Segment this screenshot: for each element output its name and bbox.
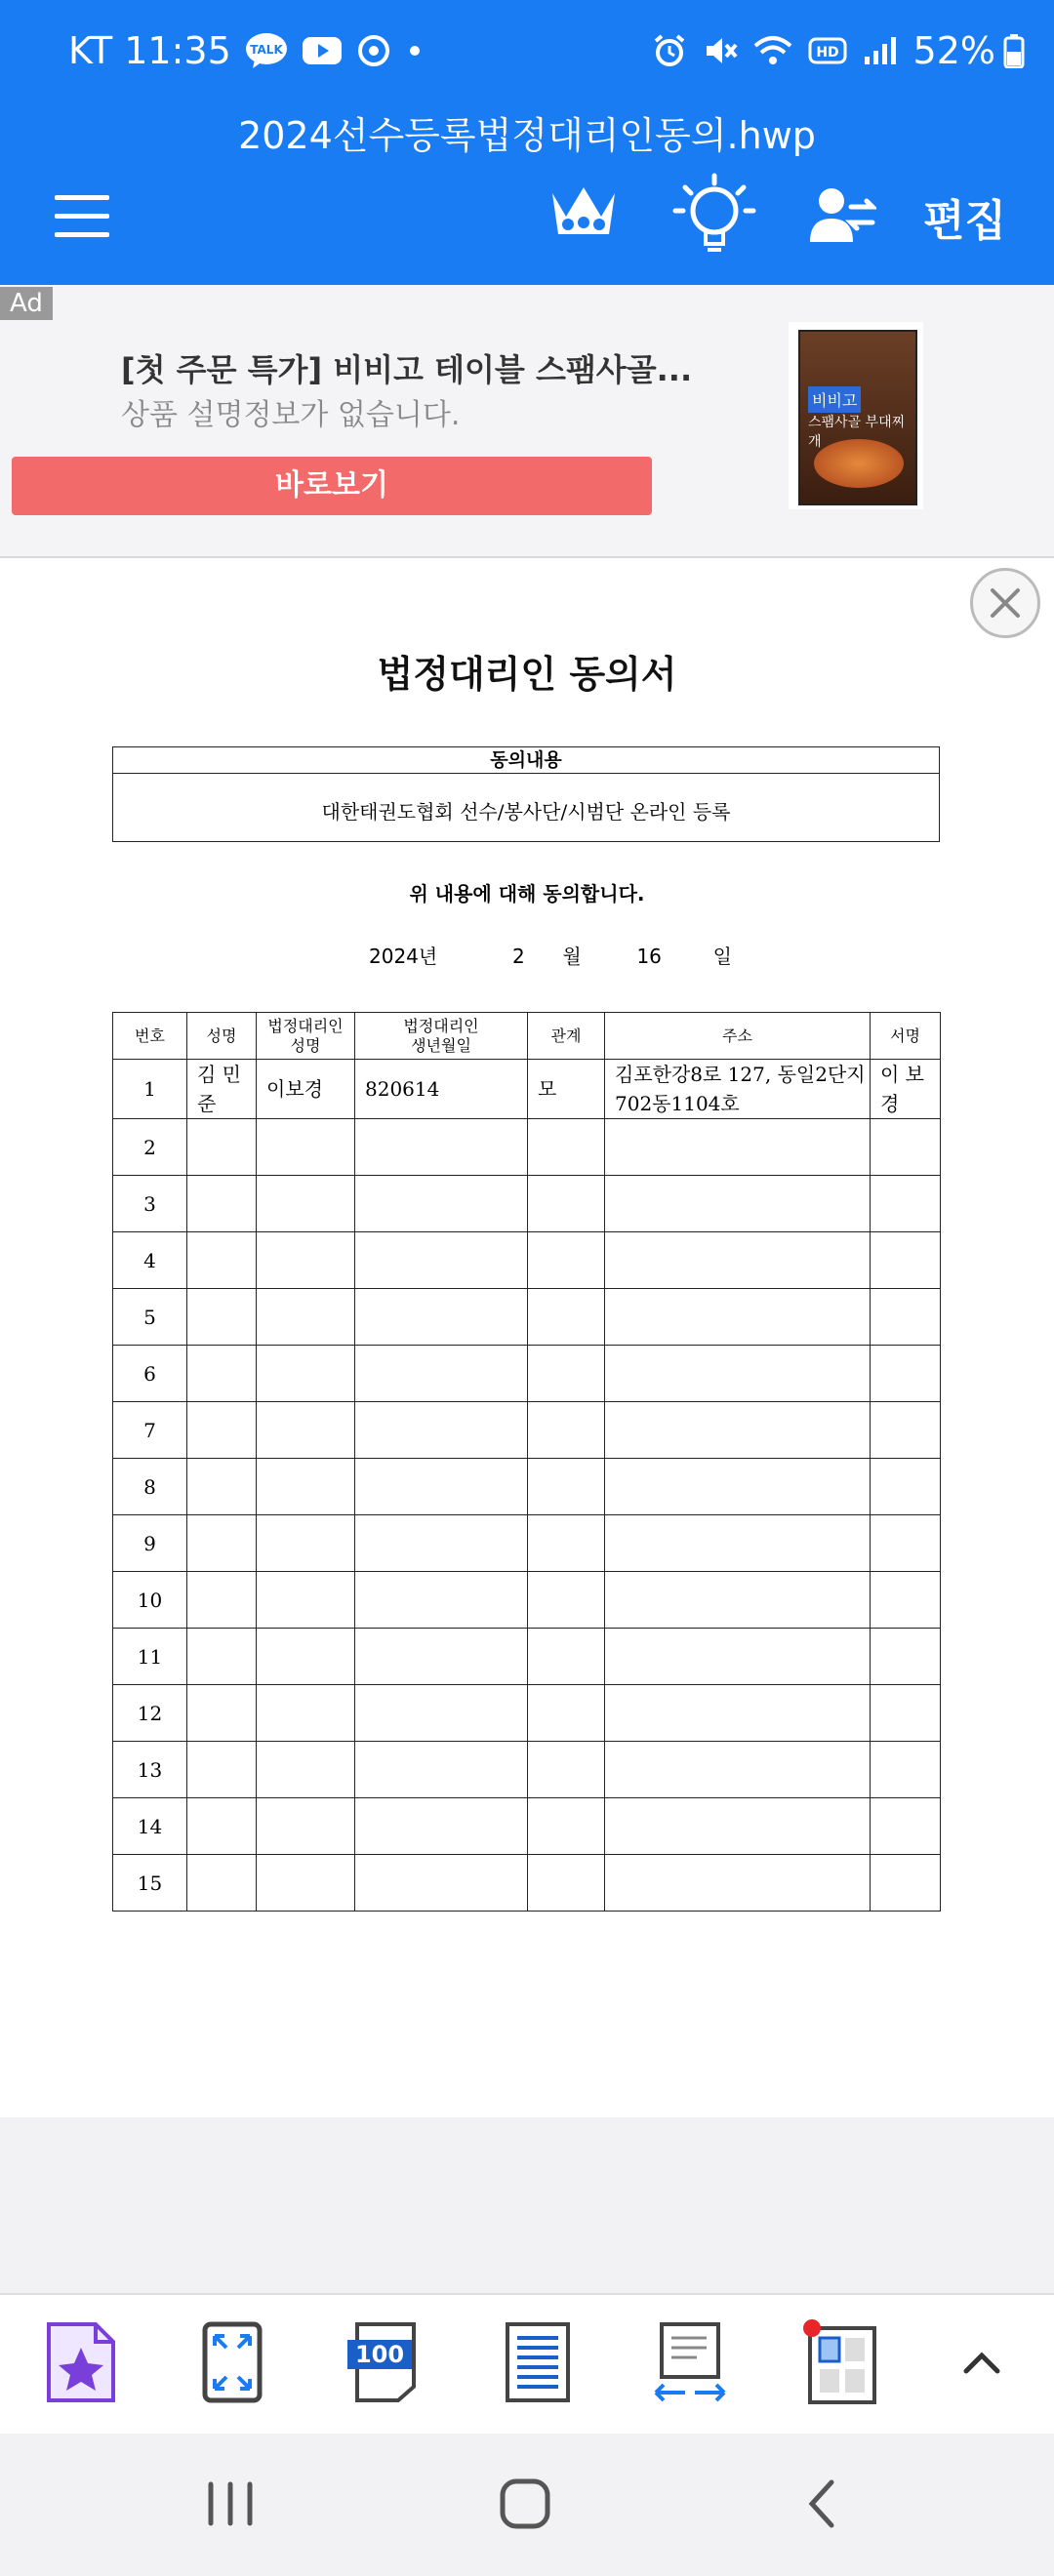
cell-address <box>605 1629 871 1685</box>
table-row <box>113 1798 941 1855</box>
navigation-bar <box>0 2434 1054 2576</box>
cell-signature <box>871 1515 941 1572</box>
cell-guardian-name <box>257 1572 355 1629</box>
cell-address <box>605 1685 871 1742</box>
menu-button[interactable] <box>55 195 109 240</box>
header-guardian-name: 법정대리인 성명 <box>257 1013 355 1060</box>
cell-name <box>187 1685 257 1742</box>
table-row <box>113 1515 941 1572</box>
layout-grid-button[interactable] <box>800 2318 884 2406</box>
cell-relation <box>528 1232 605 1289</box>
youtube-icon <box>302 35 343 66</box>
cell-guardian-name <box>257 1685 355 1742</box>
home-icon <box>496 2476 554 2531</box>
page-navigate-button[interactable] <box>648 2318 732 2406</box>
table-row <box>113 1629 941 1685</box>
battery-percent: 52% <box>912 29 995 72</box>
cell-signature <box>871 1119 941 1176</box>
page-view-button[interactable] <box>496 2318 580 2406</box>
cell-name <box>187 1346 257 1402</box>
date-month-unit: 월 <box>562 945 582 968</box>
fit-screen-icon <box>191 2318 275 2406</box>
table-row <box>113 1685 941 1742</box>
talk-icon <box>245 32 288 69</box>
tips-button[interactable] <box>668 172 761 258</box>
close-ad-button[interactable] <box>970 568 1040 638</box>
cell-guardian-name <box>257 1798 355 1855</box>
cell-number: 2 <box>113 1119 187 1176</box>
cell-name <box>187 1459 257 1515</box>
cell-relation <box>528 1515 605 1572</box>
cell-signature <box>871 1346 941 1402</box>
document-heading: 법정대리인 동의서 <box>377 652 677 696</box>
table-row <box>113 1855 941 1912</box>
cell-guardian-birthdate: 820614 <box>355 1060 528 1119</box>
cell-address: 김포한강8로 127, 동일2단지 702동1104호 <box>605 1060 871 1119</box>
cell-address <box>605 1742 871 1798</box>
battery-icon <box>1003 33 1025 68</box>
status-right <box>652 29 1025 72</box>
cell-name <box>187 1515 257 1572</box>
back-button[interactable] <box>798 2476 847 2535</box>
product-name: 스팸사골 부대찌개 <box>808 415 906 450</box>
cell-guardian-birthdate <box>355 1346 528 1402</box>
cell-name <box>187 1402 257 1459</box>
date-day-unit: 일 <box>712 945 732 968</box>
header-name: 성명 <box>187 1013 257 1060</box>
lightbulb-icon <box>668 172 761 258</box>
cell-relation <box>528 1119 605 1176</box>
cell-guardian-birthdate <box>355 1742 528 1798</box>
page-view-icon <box>496 2318 580 2406</box>
menu-icon-line <box>55 232 109 237</box>
consent-table <box>112 1012 941 1912</box>
cell-number: 12 <box>113 1685 187 1742</box>
ad-subtitle: 상품 설명정보가 없습니다. <box>121 398 461 432</box>
cell-guardian-name <box>257 1515 355 1572</box>
cell-relation <box>528 1855 605 1912</box>
table-row <box>113 1459 941 1515</box>
cell-relation <box>528 1685 605 1742</box>
cell-name <box>187 1798 257 1855</box>
cell-signature <box>871 1289 941 1346</box>
date-day: 16 <box>636 945 662 968</box>
cell-guardian-name <box>257 1629 355 1685</box>
cell-signature <box>871 1629 941 1685</box>
cell-signature <box>871 1176 941 1232</box>
cell-number: 8 <box>113 1459 187 1515</box>
cell-relation <box>528 1572 605 1629</box>
wifi-icon <box>753 34 792 67</box>
cell-relation <box>528 1289 605 1346</box>
consent-header: 동의내용 <box>113 747 939 774</box>
header-address: 주소 <box>605 1013 871 1060</box>
cell-address <box>605 1346 871 1402</box>
table-row <box>113 1119 941 1176</box>
cell-address <box>605 1459 871 1515</box>
table-row <box>113 1742 941 1798</box>
cell-address <box>605 1232 871 1289</box>
stew-image <box>814 439 904 488</box>
mute-icon <box>703 33 738 68</box>
app-bar <box>0 92 1054 285</box>
header-relation: 관계 <box>528 1013 605 1060</box>
cell-address <box>605 1402 871 1459</box>
cell-guardian-name <box>257 1119 355 1176</box>
cell-signature <box>871 1572 941 1629</box>
cell-address <box>605 1515 871 1572</box>
user-share-icon <box>808 181 876 250</box>
cell-signature: 이 보 경 <box>871 1060 941 1119</box>
close-icon <box>973 571 1037 635</box>
cell-signature <box>871 1742 941 1798</box>
cell-relation <box>528 1798 605 1855</box>
date-line <box>369 941 732 969</box>
cell-number: 1 <box>113 1060 187 1119</box>
table-row <box>113 1176 941 1232</box>
cell-guardian-name <box>257 1289 355 1346</box>
cell-address <box>605 1289 871 1346</box>
cell-number: 10 <box>113 1572 187 1629</box>
cell-signature <box>871 1685 941 1742</box>
cell-name <box>187 1572 257 1629</box>
zoom-100-button[interactable] <box>344 2318 427 2406</box>
agreement-statement: 위 내용에 대해 동의합니다. <box>409 882 645 906</box>
table-row <box>113 1402 941 1459</box>
recent-apps-icon <box>201 2478 260 2529</box>
cell-number: 13 <box>113 1742 187 1798</box>
cell-signature <box>871 1459 941 1515</box>
page-navigate-icon <box>648 2318 732 2406</box>
cell-address <box>605 1119 871 1176</box>
cell-name <box>187 1855 257 1912</box>
consent-box <box>112 746 940 842</box>
cell-name <box>187 1232 257 1289</box>
hd-icon <box>808 35 847 66</box>
ad-view-button[interactable]: 바로보기 <box>12 457 652 515</box>
date-year: 2024년 <box>369 945 438 968</box>
table-header-row <box>113 1013 941 1060</box>
cell-name <box>187 1176 257 1232</box>
cell-name <box>187 1629 257 1685</box>
product-brand: 비비고 <box>808 386 861 413</box>
cell-guardian-birthdate <box>355 1119 528 1176</box>
cell-guardian-birthdate <box>355 1402 528 1459</box>
table-row <box>113 1289 941 1346</box>
cell-number: 11 <box>113 1629 187 1685</box>
ai-assistant-button[interactable] <box>39 2318 123 2406</box>
table-row <box>113 1232 941 1289</box>
cell-address <box>605 1798 871 1855</box>
zoom-100-icon <box>344 2318 427 2406</box>
bottom-toolbar <box>0 2293 1054 2435</box>
cell-guardian-name <box>257 1459 355 1515</box>
cell-name <box>187 1742 257 1798</box>
header-number: 번호 <box>113 1013 187 1060</box>
cell-relation <box>528 1742 605 1798</box>
document-title: 2024선수등록법정대리인동의.hwp <box>238 114 816 157</box>
cell-number: 5 <box>113 1289 187 1346</box>
cell-number: 9 <box>113 1515 187 1572</box>
talk-badge-text: TALK <box>250 43 283 57</box>
chevron-up-icon <box>962 2344 1001 2383</box>
signal-icon <box>863 35 898 66</box>
cell-guardian-name <box>257 1232 355 1289</box>
cell-number: 15 <box>113 1855 187 1912</box>
ad-product-image[interactable] <box>789 322 923 509</box>
cell-address <box>605 1176 871 1232</box>
ai-assistant-icon <box>39 2318 123 2406</box>
cell-guardian-birthdate <box>355 1289 528 1346</box>
cell-guardian-name <box>257 1742 355 1798</box>
header-guardian-birthdate: 법정대리인 생년월일 <box>355 1013 528 1060</box>
cell-number: 4 <box>113 1232 187 1289</box>
crown-icon <box>547 178 621 246</box>
cell-guardian-birthdate <box>355 1855 528 1912</box>
back-icon <box>798 2476 847 2531</box>
home-button[interactable] <box>496 2476 554 2535</box>
cell-relation <box>528 1459 605 1515</box>
cell-signature <box>871 1798 941 1855</box>
date-month: 2 <box>511 945 525 968</box>
menu-icon-line <box>55 195 109 200</box>
status-bar <box>0 0 1054 92</box>
cell-name <box>187 1289 257 1346</box>
alarm-icon <box>652 33 687 68</box>
cell-relation: 모 <box>528 1060 605 1119</box>
product-package <box>798 330 917 505</box>
cell-signature <box>871 1402 941 1459</box>
sync-icon <box>356 33 391 68</box>
cell-guardian-name <box>257 1346 355 1402</box>
fit-screen-button[interactable] <box>191 2318 275 2406</box>
cell-guardian-name: 이보경 <box>257 1060 355 1119</box>
cell-signature <box>871 1232 941 1289</box>
ad-banner[interactable] <box>0 285 1054 558</box>
cell-guardian-name <box>257 1176 355 1232</box>
cell-relation <box>528 1402 605 1459</box>
cell-relation <box>528 1176 605 1232</box>
status-left <box>68 29 425 72</box>
cell-address <box>605 1572 871 1629</box>
expand-toolbar-button[interactable] <box>962 2344 1001 2383</box>
cell-guardian-name <box>257 1855 355 1912</box>
cell-number: 14 <box>113 1798 187 1855</box>
layout-grid-icon <box>800 2318 884 2406</box>
cell-guardian-birthdate <box>355 1232 528 1289</box>
consent-body: 대한태권도협회 선수/봉사단/시범단 온라인 등록 <box>321 800 731 824</box>
dot-icon <box>405 41 425 60</box>
cell-relation <box>528 1629 605 1685</box>
cell-number: 7 <box>113 1402 187 1459</box>
edit-button[interactable]: 편집 <box>923 196 1007 246</box>
cell-name <box>187 1119 257 1176</box>
hd-badge-text: HD <box>815 45 839 60</box>
cell-name: 김 민 준 <box>187 1060 257 1119</box>
cell-guardian-birthdate <box>355 1515 528 1572</box>
recent-apps-button[interactable] <box>201 2478 260 2533</box>
cell-relation <box>528 1346 605 1402</box>
share-button[interactable] <box>808 181 876 250</box>
table-row <box>113 1346 941 1402</box>
cell-guardian-birthdate <box>355 1798 528 1855</box>
table-row <box>113 1572 941 1629</box>
menu-icon-line <box>55 214 109 219</box>
cell-guardian-birthdate <box>355 1629 528 1685</box>
cell-guardian-birthdate <box>355 1572 528 1629</box>
cell-guardian-birthdate <box>355 1176 528 1232</box>
cell-address <box>605 1855 871 1912</box>
cell-guardian-birthdate <box>355 1459 528 1515</box>
cell-guardian-birthdate <box>355 1685 528 1742</box>
premium-button[interactable] <box>547 178 621 246</box>
table-row <box>113 1060 941 1119</box>
ad-badge: Ad <box>0 287 53 320</box>
cell-number: 3 <box>113 1176 187 1232</box>
zoom-label: 100 <box>354 2341 405 2368</box>
carrier-time: KT 11:35 <box>68 29 231 72</box>
header-signature: 서명 <box>871 1013 941 1060</box>
cell-number: 6 <box>113 1346 187 1402</box>
cell-signature <box>871 1855 941 1912</box>
ad-title[interactable]: [첫 주문 특가] 비비고 테이블 스팸사골... <box>121 351 693 388</box>
cell-guardian-name <box>257 1402 355 1459</box>
